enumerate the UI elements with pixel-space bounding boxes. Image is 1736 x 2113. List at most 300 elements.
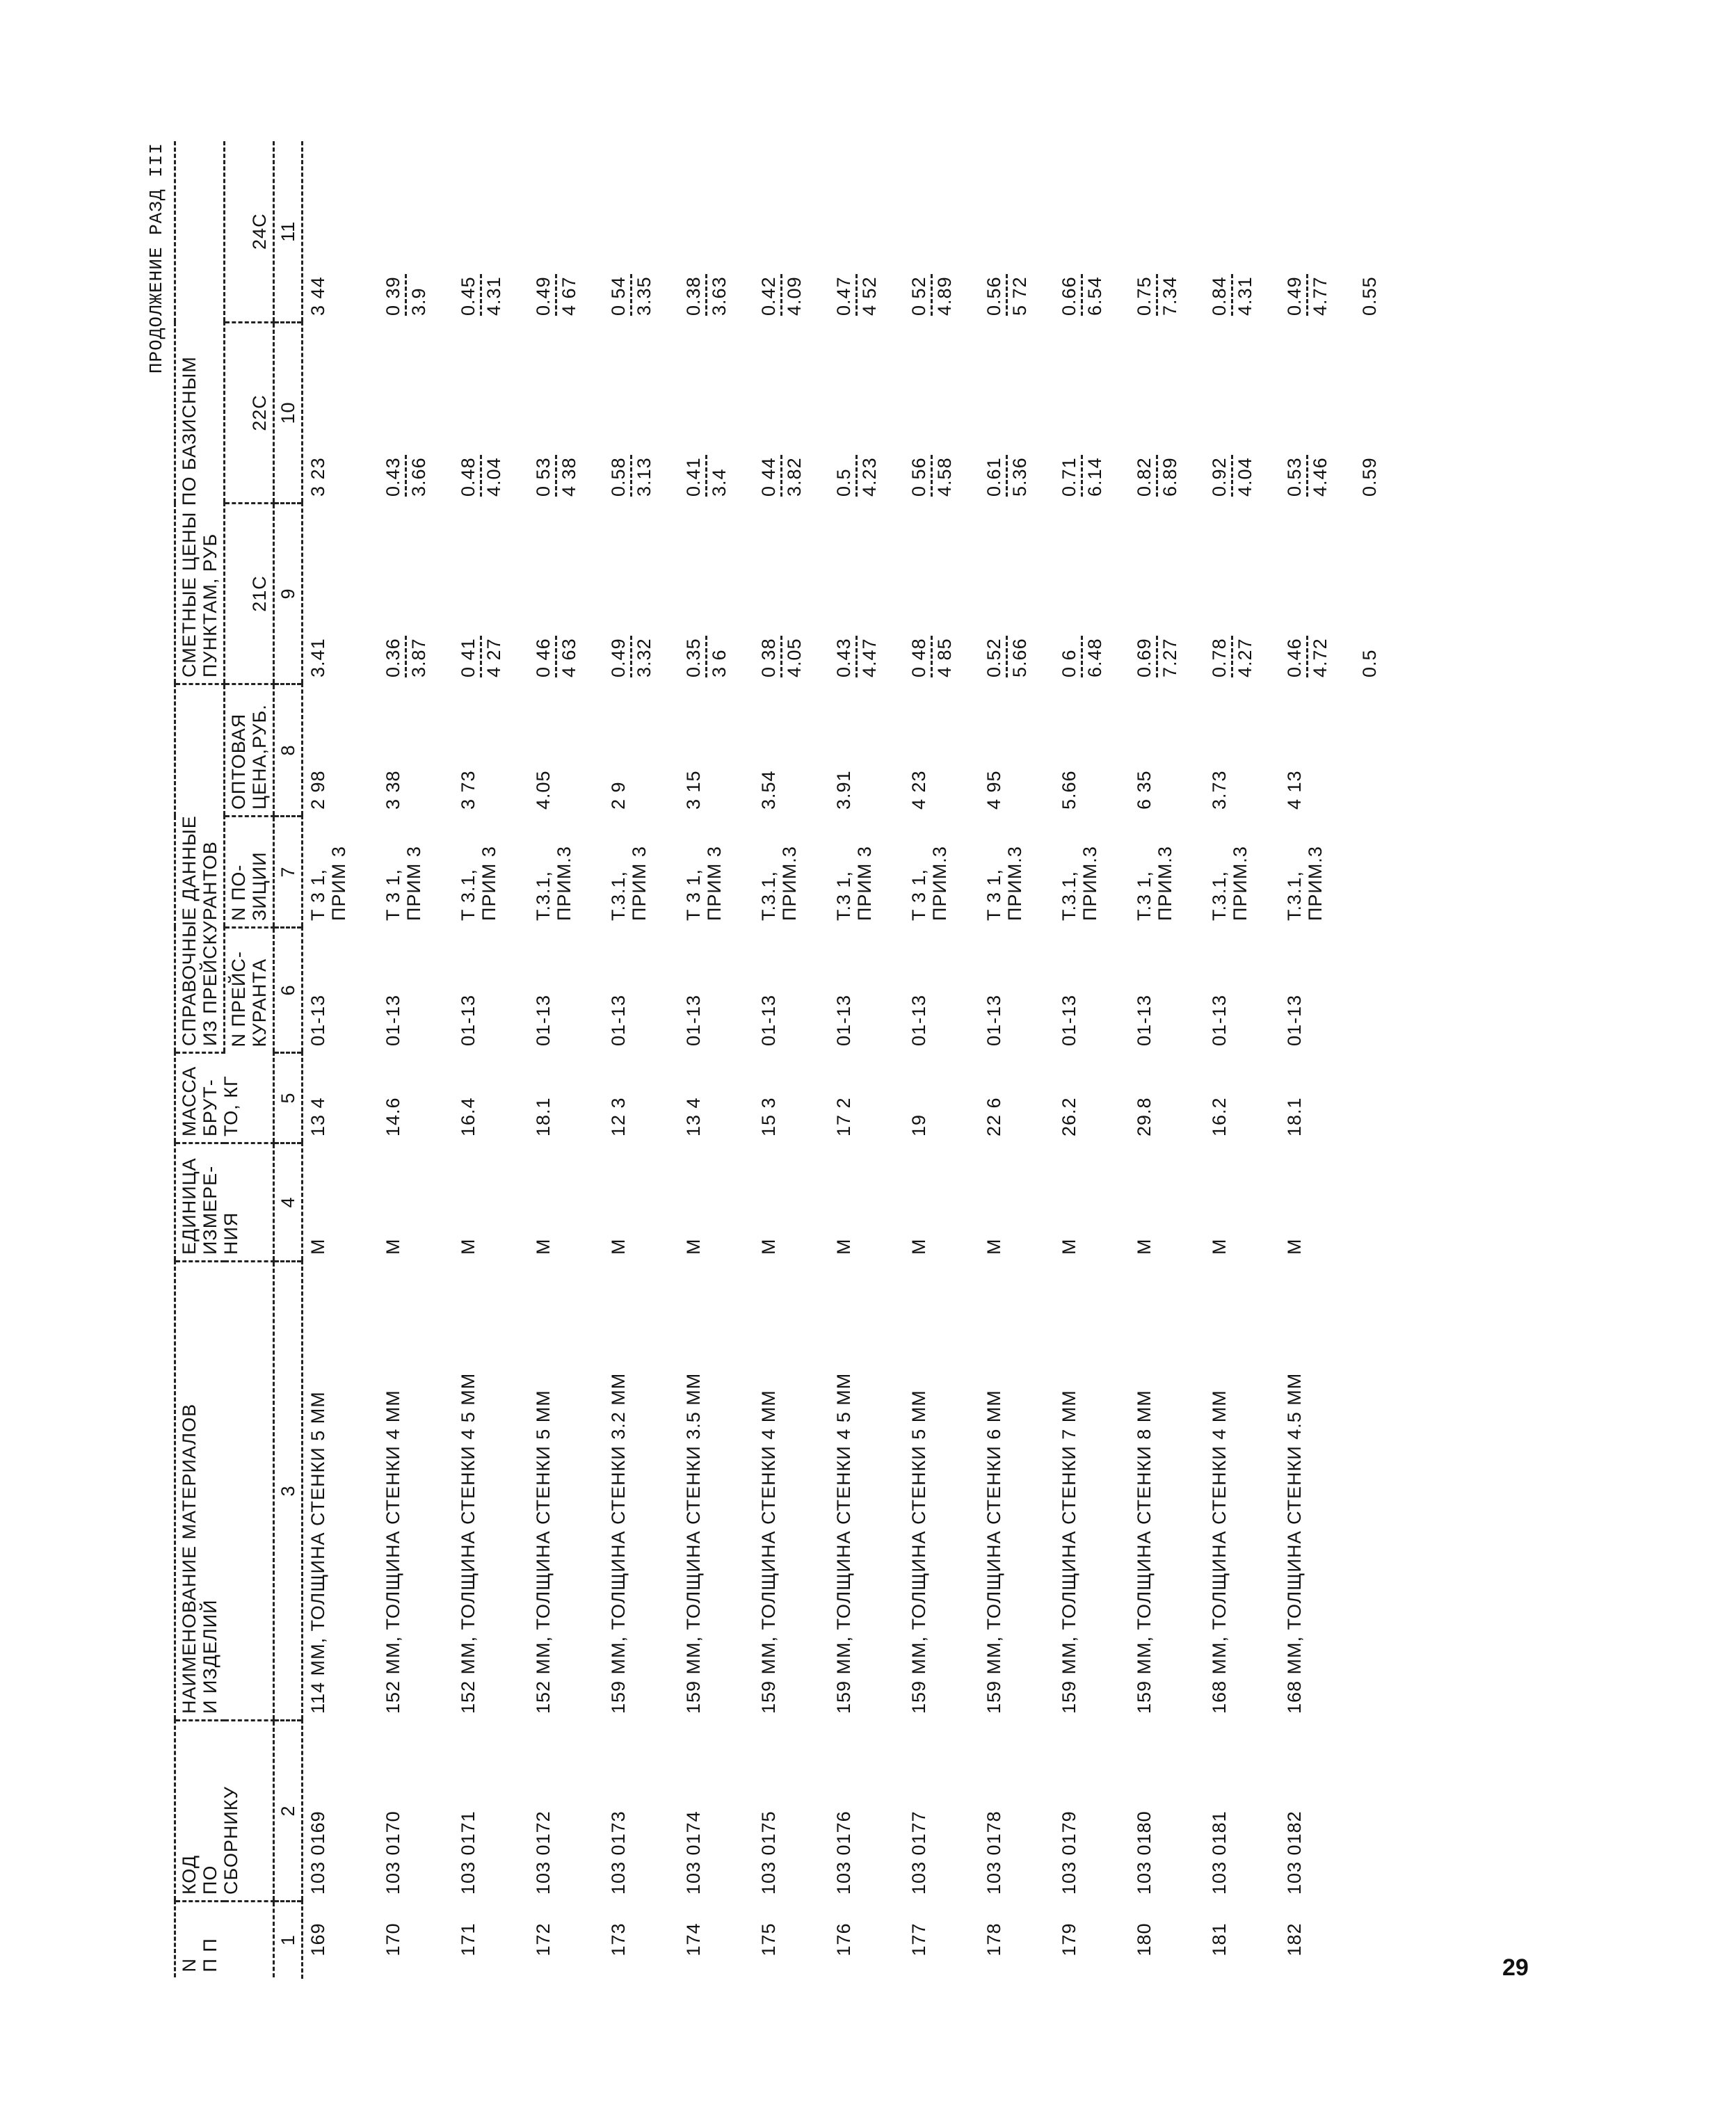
fraction-divider	[480, 455, 482, 497]
fraction-divider	[480, 274, 482, 316]
row-price-22c	[1054, 322, 1130, 503]
row-code: 103 0176	[833, 1810, 854, 1895]
header-mass: МАССА БРУТ- ТО, КГ	[175, 1053, 274, 1143]
transport-cost: 0.84	[1209, 276, 1230, 316]
transport-cost: 0 39	[383, 276, 403, 316]
row-mass: 16.4	[458, 1097, 479, 1136]
price-fraction	[1059, 636, 1105, 677]
row-name: 159 ММ, ТОЛЩИНА СТЕНКИ 3.2 ММ	[608, 1372, 629, 1714]
row-price: 3 38	[383, 770, 403, 810]
transport-cost: 0.41	[683, 457, 704, 497]
row-price-24c	[1280, 141, 1355, 322]
row-name: 159 ММ, ТОЛЩИНА СТЕНКИ 4 5 ММ	[833, 1372, 854, 1714]
transport-cost: 0.61	[983, 457, 1004, 497]
row-name: 159 ММ, ТОЛЩИНА СТЕНКИ 4 ММ	[758, 1390, 779, 1714]
row-price: 2 9	[608, 781, 629, 810]
row-unit: М	[458, 1238, 479, 1255]
row-price-24c	[453, 141, 529, 322]
transport-cost: 0 38	[758, 638, 779, 677]
fraction-divider	[855, 274, 858, 316]
row-number: 173	[608, 1922, 629, 1957]
column-number: 9	[274, 503, 303, 684]
row-code: 103 0175	[758, 1810, 779, 1895]
header-n: N П П	[175, 1902, 274, 1978]
row-code: 103 0177	[908, 1810, 929, 1895]
row-name: 159 ММ, ТОЛЩИНА СТЕНКИ 6 ММ	[983, 1390, 1004, 1714]
row-mass: 18.1	[1284, 1097, 1305, 1136]
price-value: 4.46	[1310, 457, 1331, 497]
transport-cost: 0.92	[1209, 457, 1230, 497]
table-row	[604, 141, 679, 1977]
transport-cost: 0.43	[383, 457, 403, 497]
row-pricelist: 01-13	[983, 994, 1004, 1046]
price-value: 4.47	[859, 638, 880, 677]
row-unit: М	[983, 1238, 1004, 1255]
fraction-divider	[555, 636, 557, 677]
row-price-24c	[604, 141, 679, 322]
table-row	[1280, 141, 1355, 1977]
row-pricelist: 01-13	[683, 994, 704, 1046]
price-fraction	[458, 274, 504, 316]
transport-cost: 0.5	[833, 468, 854, 497]
row-code: 103 0170	[383, 1810, 403, 1895]
row-price-22c	[829, 322, 904, 503]
row-name: 159 ММ, ТОЛЩИНА СТЕНКИ 8 ММ	[1134, 1390, 1155, 1714]
price-value: 4.77	[1310, 276, 1331, 316]
row-number: 178	[983, 1922, 1004, 1957]
row-price: 6 35	[1134, 770, 1155, 810]
row-position: Т.3.1, ПРИМ 3	[608, 846, 650, 921]
price-fraction	[683, 455, 730, 497]
row-price-21c	[378, 503, 453, 684]
price-fraction	[1059, 455, 1105, 497]
row-price: 4.05	[533, 770, 554, 810]
row-position: Т 3 1, ПРИМ.3	[983, 846, 1025, 921]
row-position: Т.3.1, ПРИМ.3	[1059, 846, 1100, 921]
row-mass: 26.2	[1059, 1097, 1079, 1136]
row-unit: М	[833, 1238, 854, 1255]
price-fraction	[983, 455, 1030, 497]
row-mass: 13 4	[683, 1097, 704, 1136]
header-name: НАИМЕНОВАНИЕ МАТЕРИАЛОВ И ИЗДЕЛИЙ	[175, 1262, 274, 1721]
transport-cost: 0.56	[983, 276, 1004, 316]
price-value: 7.34	[1159, 276, 1180, 316]
row-name: 168 ММ, ТОЛЩИНА СТЕНКИ 4.5 ММ	[1284, 1372, 1305, 1714]
row-price-24c	[1130, 141, 1205, 322]
transport-cost: 0.48	[458, 457, 479, 497]
price-value: 5.36	[1009, 457, 1030, 497]
row-name: 159 ММ, ТОЛЩИНА СТЕНКИ 7 ММ	[1059, 1390, 1079, 1714]
table-row	[679, 141, 754, 1977]
row-unit: М	[1209, 1238, 1230, 1255]
row-price: 5.66	[1059, 770, 1079, 810]
fraction-divider	[705, 636, 707, 677]
row-number	[1355, 1902, 1430, 1978]
transport-cost: 0.58	[608, 457, 629, 497]
transport-cost: 0.53	[1284, 457, 1305, 497]
row-price: 4 23	[908, 770, 929, 810]
row-price-21c	[604, 503, 679, 684]
price-value: 4.72	[1310, 638, 1331, 677]
price-fraction	[1284, 455, 1331, 497]
row-unit: М	[533, 1238, 554, 1255]
table-row	[979, 141, 1054, 1977]
row-price: 3.91	[833, 770, 854, 810]
price-fraction	[983, 274, 1030, 316]
price-fraction	[458, 636, 504, 677]
price-value: 4 27	[483, 638, 504, 677]
price-fraction	[307, 457, 328, 497]
fraction-divider	[1231, 636, 1233, 677]
price-fraction	[908, 636, 955, 677]
rotated-page	[146, 143, 1736, 1979]
fraction-divider	[555, 455, 557, 497]
row-price-21c	[904, 503, 979, 684]
transport-cost: 0 54	[608, 276, 629, 316]
column-number: 4	[274, 1143, 303, 1262]
row-price-24c	[1355, 141, 1430, 322]
price-fraction	[383, 274, 429, 316]
price-fraction	[833, 636, 880, 677]
fraction-divider	[1006, 274, 1008, 316]
fraction-divider	[1231, 274, 1233, 316]
table-row	[1355, 141, 1430, 1977]
row-number: 177	[908, 1922, 929, 1957]
row-pricelist: 01-13	[1284, 994, 1305, 1046]
fraction-divider	[1306, 636, 1308, 677]
price-value: 4.27	[1235, 638, 1255, 677]
price-value: 3.32	[634, 638, 654, 677]
row-price-24c	[303, 141, 379, 322]
row-name: 152 ММ, ТОЛЩИНА СТЕНКИ 4 5 ММ	[458, 1372, 479, 1714]
price-fraction	[533, 455, 579, 497]
row-pricelist: 01-13	[758, 994, 779, 1046]
price-fraction	[1284, 274, 1331, 316]
transport-cost: 0.36	[383, 638, 403, 677]
row-number: 169	[307, 1922, 328, 1957]
row-code: 103 0178	[983, 1810, 1004, 1895]
row-price-22c	[754, 322, 829, 503]
fraction-divider	[630, 274, 632, 316]
row-mass: 13 4	[307, 1097, 328, 1136]
header-price-group: СМЕТНЫЕ ЦЕНЫ ПО БАЗИСНЫМ ПУНКТАМ, РУБ	[175, 141, 225, 684]
row-price-21c	[979, 503, 1054, 684]
fraction-divider	[555, 274, 557, 316]
row-name: 152 ММ, ТОЛЩИНА СТЕНКИ 5 ММ	[533, 1390, 554, 1714]
row-number: 170	[383, 1922, 403, 1957]
row-name	[1355, 1262, 1430, 1721]
row-price: 2 98	[307, 770, 328, 810]
row-price: 4 13	[1284, 770, 1305, 810]
price-value: 5 72	[1009, 276, 1030, 316]
row-unit: М	[383, 1238, 403, 1255]
fraction-divider	[780, 455, 782, 497]
price-value: 6.48	[1084, 638, 1105, 677]
fraction-divider	[1306, 274, 1308, 316]
fraction-divider	[1231, 455, 1233, 497]
price-value: 3.35	[634, 276, 654, 316]
price-fraction	[608, 274, 654, 316]
row-pricelist: 01-13	[1209, 994, 1230, 1046]
row-number: 180	[1134, 1922, 1155, 1957]
row-pricelist: 01-13	[1134, 994, 1155, 1046]
price-fraction	[1059, 274, 1105, 316]
row-number: 179	[1059, 1922, 1079, 1957]
price-value: 3.13	[634, 457, 654, 497]
row-mass: 14.6	[383, 1097, 403, 1136]
row-price-22c	[303, 322, 379, 503]
row-pricelist: 01-13	[383, 994, 403, 1046]
transport-cost: 0 53	[533, 457, 554, 497]
header-code: КОД ПО СБОРНИКУ	[175, 1721, 274, 1902]
header-24c: 24С	[225, 141, 274, 322]
row-price-24c	[754, 141, 829, 322]
fraction-divider	[1006, 455, 1008, 497]
row-position: Т.3 1, ПРИМ 3	[833, 846, 875, 921]
row-mass: 15 3	[758, 1097, 779, 1136]
row-price-24c	[979, 141, 1054, 322]
row-position	[1355, 817, 1430, 928]
header-reference-group: СПРАВОЧНЫЕ ДАННЫЕ ИЗ ПРЕЙСКУРАНТОВ	[175, 684, 225, 1052]
fraction-divider	[405, 274, 407, 316]
row-price-21c	[1205, 503, 1280, 684]
price-fraction	[683, 274, 730, 316]
table-row	[529, 141, 604, 1977]
header-wholesale-price: ОПТОВАЯ ЦЕНА,РУБ.	[225, 684, 274, 816]
transport-cost: 0.49	[533, 276, 554, 316]
row-code: 103 0171	[458, 1810, 479, 1895]
row-code: 103 0181	[1209, 1810, 1230, 1895]
row-price: 3.54	[758, 770, 779, 810]
fraction-divider	[931, 636, 933, 677]
row-price-24c	[1054, 141, 1130, 322]
row-position: Т.3 1, ПРИМ.3	[1134, 846, 1175, 921]
row-code: 103 0173	[608, 1810, 629, 1895]
row-unit: М	[307, 1238, 328, 1255]
row-price-22c	[1280, 322, 1355, 503]
row-pricelist: 01-13	[908, 994, 929, 1046]
row-pricelist: 01-13	[458, 994, 479, 1046]
row-number: 174	[683, 1922, 704, 1957]
price-value: 4.09	[784, 276, 805, 316]
price-value: 4.04	[483, 457, 504, 497]
row-price: 3.73	[1209, 770, 1230, 810]
continuation-label: ПРОДОЛЖЕНИЕ РАЗД III	[146, 143, 167, 374]
price-fraction	[758, 455, 805, 497]
price-value: 4.58	[934, 457, 955, 497]
price-fraction	[1359, 457, 1380, 497]
price-value: 6.54	[1084, 276, 1105, 316]
column-number: 1	[274, 1902, 303, 1978]
fraction-divider	[630, 636, 632, 677]
row-price	[1355, 684, 1430, 816]
row-position: Т.3.1, ПРИМ.3	[758, 846, 800, 921]
price-value: 3.4	[709, 468, 730, 497]
price-fraction	[383, 455, 429, 497]
row-pricelist: 01-13	[1059, 994, 1079, 1046]
row-price-24c	[904, 141, 979, 322]
row-position: Т.3.1, ПРИМ.3	[1284, 846, 1326, 921]
row-code: 103 0169	[307, 1810, 328, 1895]
row-price-21c	[1054, 503, 1130, 684]
price-table	[174, 141, 1430, 1979]
price-fraction	[533, 636, 579, 677]
transport-cost: 0.75	[1134, 276, 1155, 316]
price-fraction	[1209, 455, 1255, 497]
row-code: 103 0174	[683, 1810, 704, 1895]
row-price-21c	[829, 503, 904, 684]
fraction-divider	[931, 274, 933, 316]
price-fraction	[1134, 274, 1180, 316]
price-value: 4 63	[558, 638, 579, 677]
table-row	[829, 141, 904, 1977]
price-value: 4 67	[558, 276, 579, 316]
fraction-divider	[780, 636, 782, 677]
header-pricelist-no: N ПРЕЙС- КУРАНТА	[225, 928, 274, 1053]
transport-cost: 0.52	[983, 638, 1004, 677]
row-mass	[1355, 1053, 1430, 1143]
fraction-divider	[855, 636, 858, 677]
table-row	[1130, 141, 1205, 1977]
price-fraction	[307, 276, 328, 316]
transport-cost: 0.71	[1059, 457, 1079, 497]
column-number: 7	[274, 817, 303, 928]
row-price-21c	[1355, 503, 1430, 684]
fraction-divider	[1306, 455, 1308, 497]
row-price-21c	[303, 503, 379, 684]
table-row	[453, 141, 529, 1977]
price-fraction	[1134, 636, 1180, 677]
price-value: 0.5	[1359, 649, 1380, 677]
row-code: 103 0179	[1059, 1810, 1079, 1895]
fraction-divider	[1156, 274, 1158, 316]
price-value: 3 44	[307, 276, 328, 316]
row-code: 103 0180	[1134, 1810, 1155, 1895]
price-value: 3.41	[307, 638, 328, 677]
price-fraction	[758, 636, 805, 677]
row-price-21c	[529, 503, 604, 684]
price-value: 4.31	[483, 276, 504, 316]
transport-cost: 0.35	[683, 638, 704, 677]
row-unit: М	[1059, 1238, 1079, 1255]
fraction-divider	[1081, 636, 1083, 677]
fraction-divider	[405, 636, 407, 677]
transport-cost: 0.49	[1284, 276, 1305, 316]
column-number: 11	[274, 141, 303, 322]
row-position: Т 3 1, ПРИМ.3	[908, 846, 950, 921]
price-value: 4.89	[934, 276, 955, 316]
transport-cost: 0 48	[908, 638, 929, 677]
transport-cost: 0 56	[908, 457, 929, 497]
row-price-22c	[1130, 322, 1205, 503]
row-position: Т 3 1, ПРИМ 3	[383, 846, 424, 921]
row-price-24c	[378, 141, 453, 322]
row-price-21c	[754, 503, 829, 684]
transport-cost: 0.47	[833, 276, 854, 316]
price-fraction	[758, 274, 805, 316]
transport-cost: 0 41	[458, 638, 479, 677]
price-fraction	[1359, 276, 1380, 316]
row-code	[1355, 1721, 1430, 1902]
price-value: 3 6	[709, 649, 730, 677]
price-value: 4.31	[1235, 276, 1255, 316]
fraction-divider	[780, 274, 782, 316]
header-unit: ЕДИНИЦА ИЗМЕРЕ- НИЯ	[175, 1143, 274, 1262]
table-row	[1054, 141, 1130, 1977]
row-position: Т 3.1, ПРИМ 3	[458, 846, 499, 921]
price-value: 6.89	[1159, 457, 1180, 497]
fraction-divider	[855, 455, 858, 497]
row-price: 4 95	[983, 770, 1004, 810]
row-mass: 16.2	[1209, 1097, 1230, 1136]
row-price-22c	[604, 322, 679, 503]
row-price-21c	[1130, 503, 1205, 684]
price-value: 4.05	[784, 638, 805, 677]
row-number: 175	[758, 1922, 779, 1957]
row-position: Т.3.1, ПРИМ.3	[1209, 846, 1251, 921]
column-number: 2	[274, 1721, 303, 1902]
price-value: 3 23	[307, 457, 328, 497]
row-number: 181	[1209, 1922, 1230, 1957]
header-position-no: N ПО- ЗИЦИИ	[225, 817, 274, 928]
price-value: 3.63	[709, 276, 730, 316]
row-position: Т 3 1, ПРИМ 3	[307, 846, 349, 921]
row-number: 171	[458, 1922, 479, 1957]
price-value: 4 38	[558, 457, 579, 497]
table-row	[303, 141, 379, 1977]
column-number: 6	[274, 928, 303, 1053]
price-value: 4.04	[1235, 457, 1255, 497]
fraction-divider	[1081, 455, 1083, 497]
row-code: 103 0172	[533, 1810, 554, 1895]
transport-cost: 0.45	[458, 276, 479, 316]
transport-cost: 0.66	[1059, 276, 1079, 316]
row-price: 3 15	[683, 770, 704, 810]
transport-cost: 0.69	[1134, 638, 1155, 677]
price-fraction	[683, 636, 730, 677]
price-value: 0.55	[1359, 276, 1380, 316]
row-pricelist: 01-13	[533, 994, 554, 1046]
row-position: Т 3 1, ПРИМ 3	[683, 846, 725, 921]
table-body	[303, 141, 1431, 1977]
price-fraction	[1209, 274, 1255, 316]
price-fraction	[833, 455, 880, 497]
row-unit: М	[908, 1238, 929, 1255]
row-pricelist: 01-13	[608, 994, 629, 1046]
row-mass: 18.1	[533, 1097, 554, 1136]
transport-cost: 0 52	[908, 276, 929, 316]
row-position: Т.3.1, ПРИМ.3	[533, 846, 574, 921]
price-value: 4 52	[859, 276, 880, 316]
transport-cost: 0.78	[1209, 638, 1230, 677]
transport-cost: 0 6	[1059, 649, 1079, 677]
header-21c: 21С	[225, 503, 274, 684]
fraction-divider	[1081, 274, 1083, 316]
column-number: 10	[274, 322, 303, 503]
row-pricelist: 01-13	[307, 994, 328, 1046]
row-code: 103 0182	[1284, 1810, 1305, 1895]
row-pricelist	[1355, 928, 1430, 1053]
fraction-divider	[480, 636, 482, 677]
row-number: 176	[833, 1922, 854, 1957]
price-value: 4.23	[859, 457, 880, 497]
row-price-22c	[979, 322, 1054, 503]
price-fraction	[1284, 636, 1331, 677]
price-fraction	[983, 636, 1030, 677]
transport-cost: 0.82	[1134, 457, 1155, 497]
fraction-divider	[1006, 636, 1008, 677]
price-value: 3.87	[408, 638, 429, 677]
